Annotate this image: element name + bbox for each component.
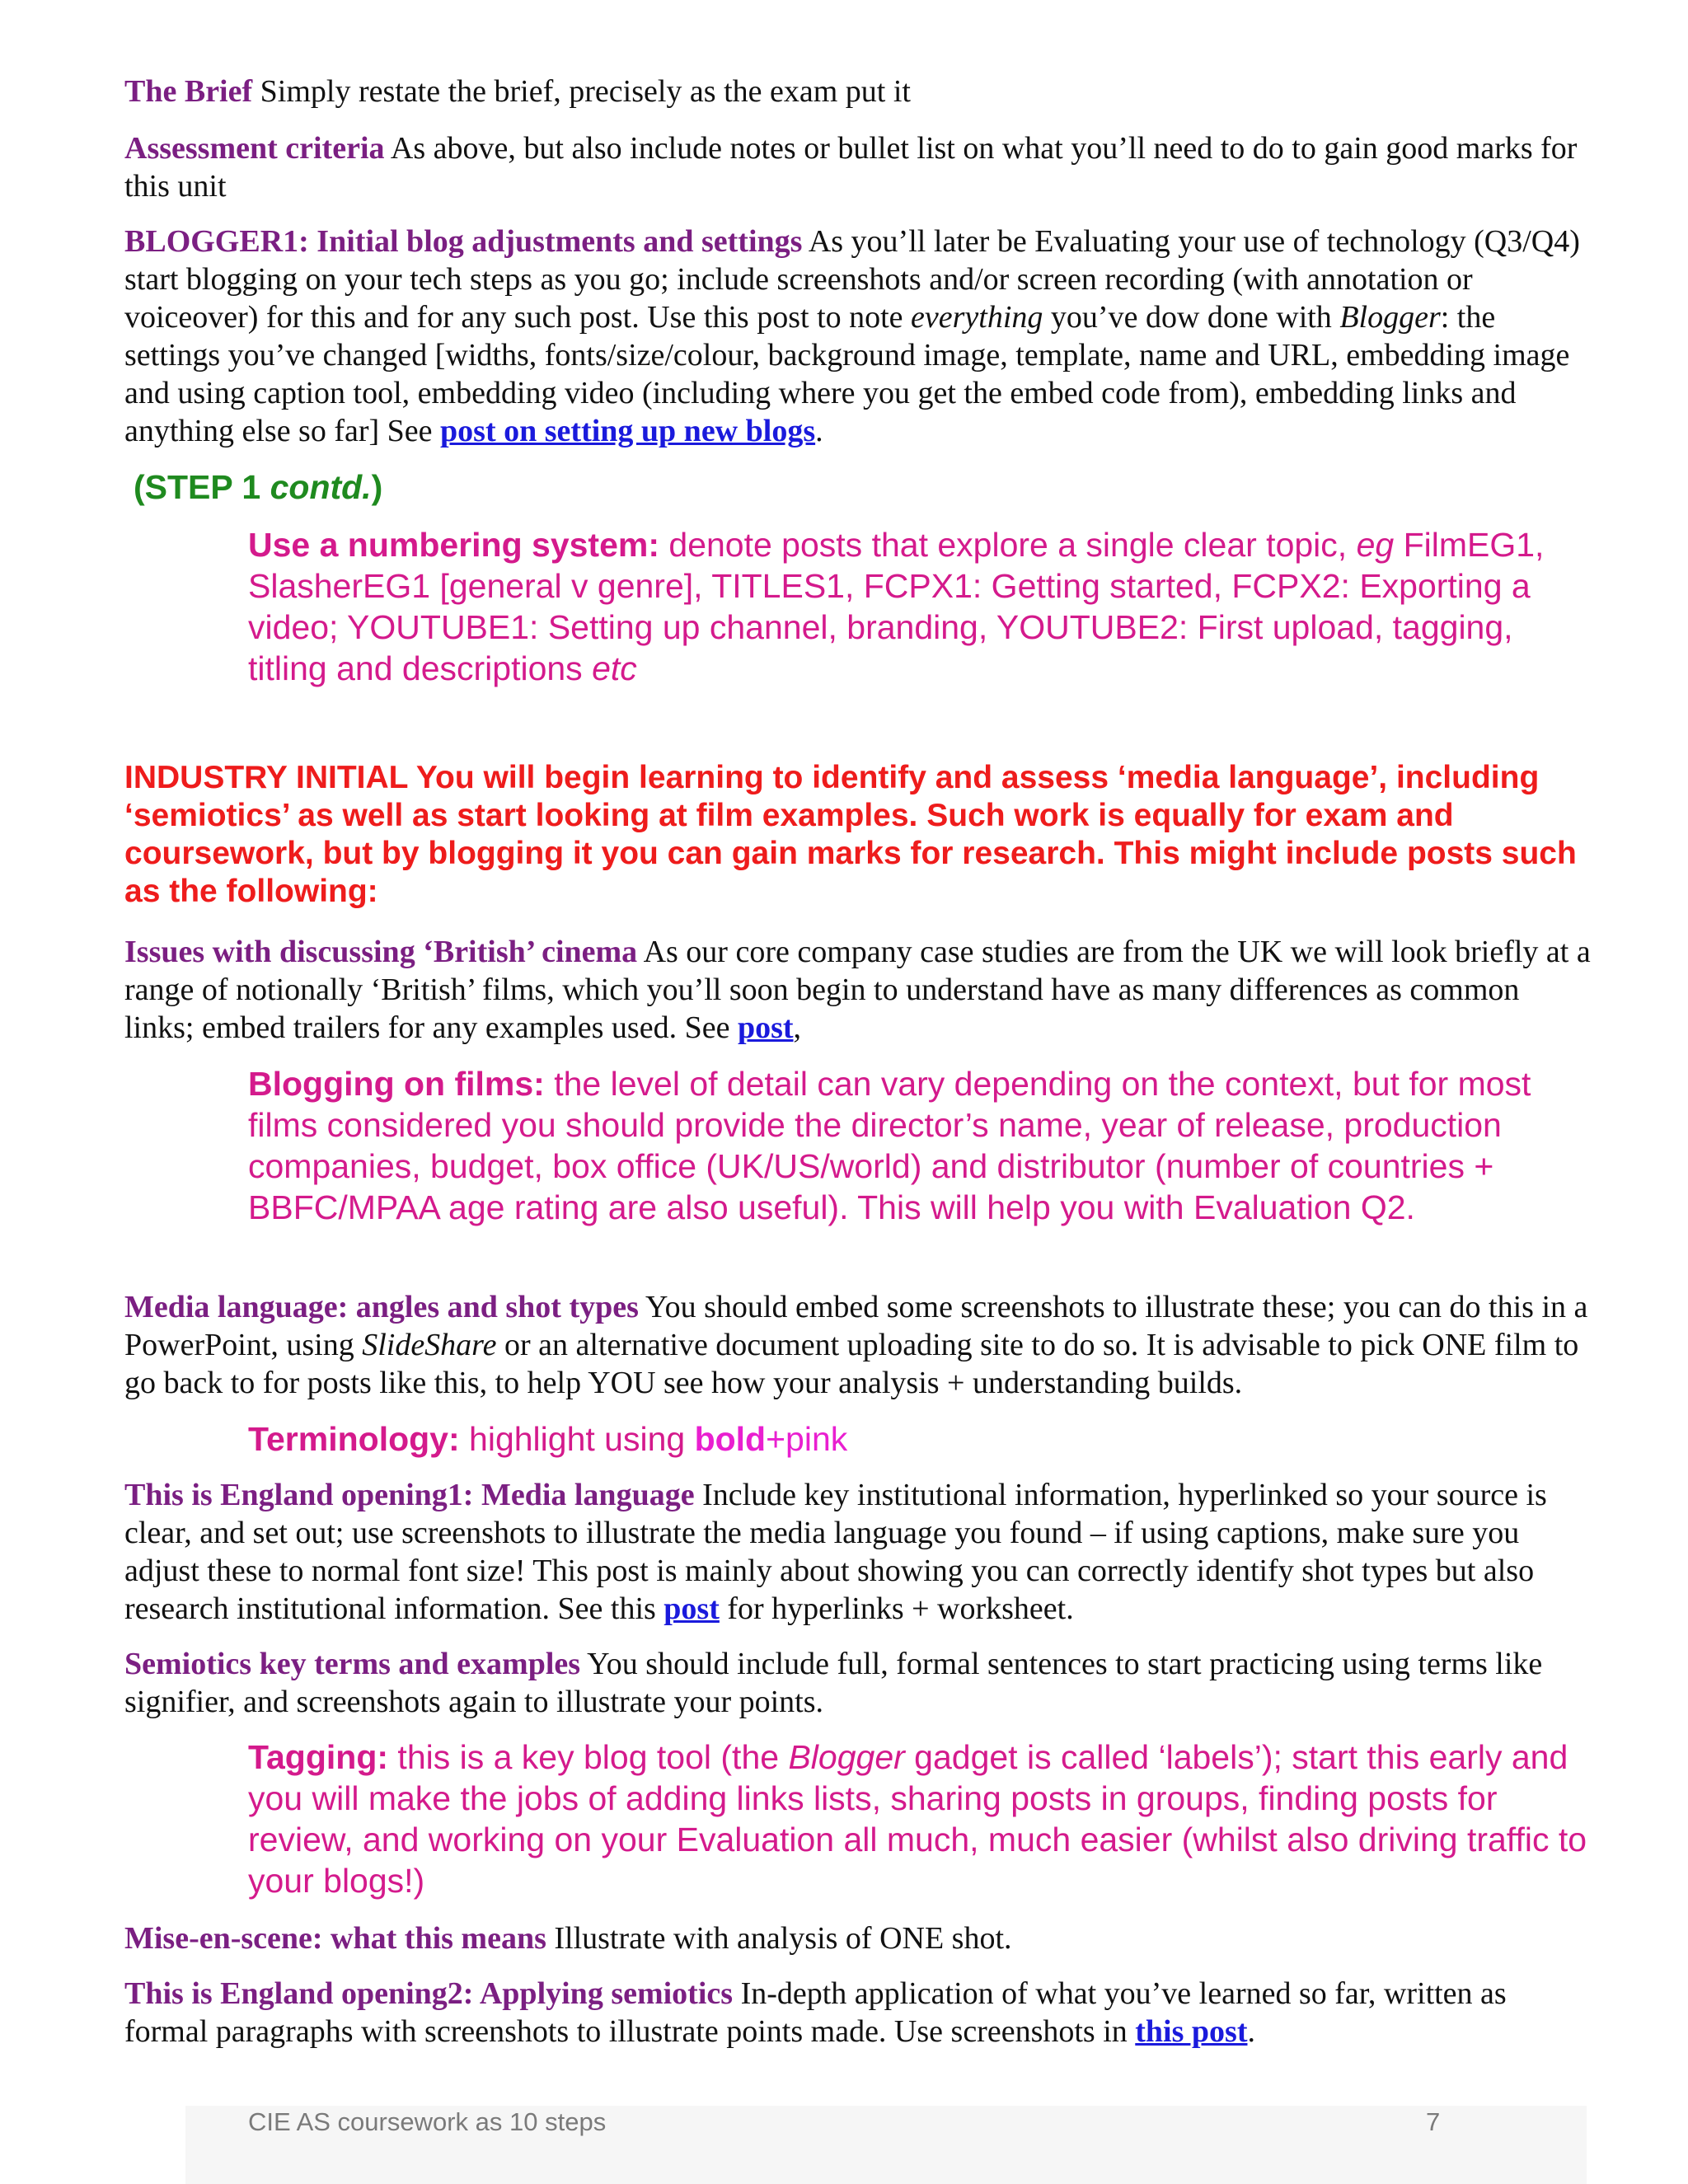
blogger1-text-b: you’ve dow done with — [1043, 300, 1340, 335]
blogger1-heading: BLOGGER1: Initial blog adjustments and settings — [124, 224, 803, 259]
post-on-setting-up-new-blogs-link[interactable]: post on setting up new blogs — [440, 414, 816, 448]
mise-en-scene-text: Illustrate with analysis of ONE shot. — [546, 1921, 1012, 1956]
tip-numbering-system — [248, 524, 1600, 689]
england-opening2-paragraph — [124, 1975, 1592, 2050]
tip-terminology-text: highlight using — [459, 1420, 695, 1458]
british-cinema-paragraph — [124, 933, 1592, 1047]
england-opening2-end: . — [1247, 2014, 1255, 2049]
tip-terminology-bold-word: bold — [694, 1420, 767, 1458]
england-opening1-post-link[interactable]: post — [663, 1591, 720, 1626]
tip-tagging — [248, 1736, 1600, 1901]
tip-tagging-heading: Tagging: — [248, 1738, 389, 1776]
british-cinema-post-link[interactable]: post — [737, 1010, 794, 1045]
england-opening1-heading: This is England opening1: Media language — [124, 1478, 695, 1512]
assessment-heading: Assessment criteria — [124, 131, 385, 166]
brief-text: Simply restate the brief, precisely as the exam put it — [252, 74, 911, 109]
blogger1-emphasis-a: everything — [911, 300, 1043, 335]
tip-blogging-on-films — [248, 1063, 1600, 1228]
tip-films-text: the level of detail can vary depending on the context, but for most films considered you should provide the director’s name, year of release, production companies, budget, box office (UK/US/world) and distributor (number of countries + BBFC/MPAA age rating are also useful). This will help you with Evaluation Q2. — [248, 1065, 1531, 1226]
tip-terminology — [248, 1418, 1600, 1460]
footer-title: CIE AS coursework as 10 steps — [248, 2107, 607, 2136]
tip-numbering-text-b: FilmEG1, SlasherEG1 [general v genre], TITLES1, FCPX1: Getting started, FCPX2: Exporting a video; YOUTUBE1: Setting up channel, branding, YOUTUBE2: First upload, tagging, titling and descriptions — [248, 526, 1545, 687]
step-open: (STEP 1 — [134, 468, 270, 506]
tip-numbering-emphasis-a: eg — [1356, 526, 1395, 564]
british-cinema-text: As our core company case studies are from the UK we will look briefly at a range of notionally ‘British’ films, which you’ll soon begin to understand have as many differences as common links; embed trailers for any examples used. See — [124, 935, 1591, 1045]
tip-numbering-heading: Use a numbering system: — [248, 526, 659, 564]
media-language-text-a: You should embed some screenshots to illustrate these; you can do this in a PowerPoint, using — [124, 1290, 1588, 1362]
semiotics-heading: Semiotics key terms and examples — [124, 1647, 581, 1681]
blogger1-text-a: As you’ll later be Evaluating your use of technology (Q3/Q4) start blogging on your tech steps as you go; include screenshots and/or screen recording (with annotation or voiceover) for this and for any such post. Use this post to note — [124, 224, 1580, 335]
blogger1-end: . — [815, 414, 823, 448]
media-language-paragraph — [124, 1288, 1592, 1402]
england-opening1-paragraph — [124, 1476, 1592, 1628]
media-language-emphasis: SlideShare — [362, 1328, 497, 1362]
mise-en-scene-paragraph — [124, 1919, 1592, 1957]
blogger1-text-c: : the settings you’ve changed [widths, fonts/size/colour, background image, template, name and URL, embedding image and using caption tool, embedding video (including where you get the embed code from), embedding links and anything else so far] See — [124, 300, 1570, 448]
semiotics-paragraph — [124, 1645, 1592, 1721]
industry-initial-heading: INDUSTRY INITIAL You will begin learning to identify and assess ‘media language’, including ‘semiotics’ as well as start looking at film examples. Such work is equally for exam and coursework, but by blogging it you can gain marks for research. This might include posts such as the following: — [124, 760, 1577, 909]
england-opening1-text: Include key institutional information, hyperlinked so your source is clear, and set out; use screenshots to illustrate the media language you found – if using captions, make sure you adjust these to normal font size! This post is mainly about showing you can correctly identify shot types but also research institutional information. See this — [124, 1478, 1547, 1626]
media-language-heading: Media language: angles and shot types — [124, 1290, 639, 1324]
tip-tagging-text-a: this is a key blog tool (the — [388, 1738, 789, 1776]
tip-films-heading: Blogging on films: — [248, 1065, 545, 1103]
brief-paragraph — [124, 73, 1592, 110]
british-cinema-end: , — [793, 1010, 802, 1045]
mise-en-scene-heading: Mise-en-scene: what this means — [124, 1921, 546, 1956]
tip-numbering-emphasis-b: etc — [592, 649, 637, 687]
tip-terminology-pink-word: pink — [785, 1420, 848, 1458]
step-contd: contd. — [270, 468, 372, 506]
assessment-paragraph — [124, 129, 1592, 205]
tip-tagging-text-b: gadget is called ‘labels’); start this early and you will make the jobs of adding links lists, sharing posts in groups, finding posts for review, and working on your Evaluation all much, much easier (whilst also driving traffic to your blogs!) — [248, 1738, 1587, 1900]
england-opening2-heading: This is England opening2: Applying semiotics — [124, 1976, 734, 2011]
this-post-link[interactable]: this post — [1135, 2014, 1248, 2049]
tip-numbering-text-a: denote posts that explore a single clear topic, — [659, 526, 1357, 564]
tip-terminology-plus: + — [766, 1420, 786, 1458]
england-opening2-text: In-depth application of what you’ve learned so far, written as formal paragraphs with screenshots to illustrate points made. Use screenshots in — [124, 1976, 1507, 2049]
assessment-text: As above, but also include notes or bullet list on what you’ll need to do to gain good marks for this unit — [124, 131, 1578, 204]
media-language-text-b: or an alternative document uploading site to do so. It is advisable to pick ONE film to go back to for posts like this, to help YOU see how your analysis + understanding builds. — [124, 1328, 1579, 1400]
semiotics-text: You should include full, formal sentences to start practicing using terms like signifier, and screenshots again to illustrate your points. — [124, 1647, 1543, 1719]
tip-tagging-emphasis: Blogger — [788, 1738, 905, 1776]
blogger1-paragraph — [124, 223, 1592, 450]
step-1-contd-heading — [134, 466, 382, 508]
step-close: ) — [371, 468, 383, 506]
brief-heading: The Brief — [124, 74, 253, 109]
tip-terminology-heading: Terminology: — [248, 1420, 460, 1458]
page-number: 7 — [1426, 2107, 1441, 2136]
blogger1-emphasis-b: Blogger — [1339, 300, 1441, 335]
british-cinema-heading: Issues with discussing ‘British’ cinema — [124, 935, 638, 969]
england-opening1-end: for hyperlinks + worksheet. — [719, 1591, 1074, 1626]
